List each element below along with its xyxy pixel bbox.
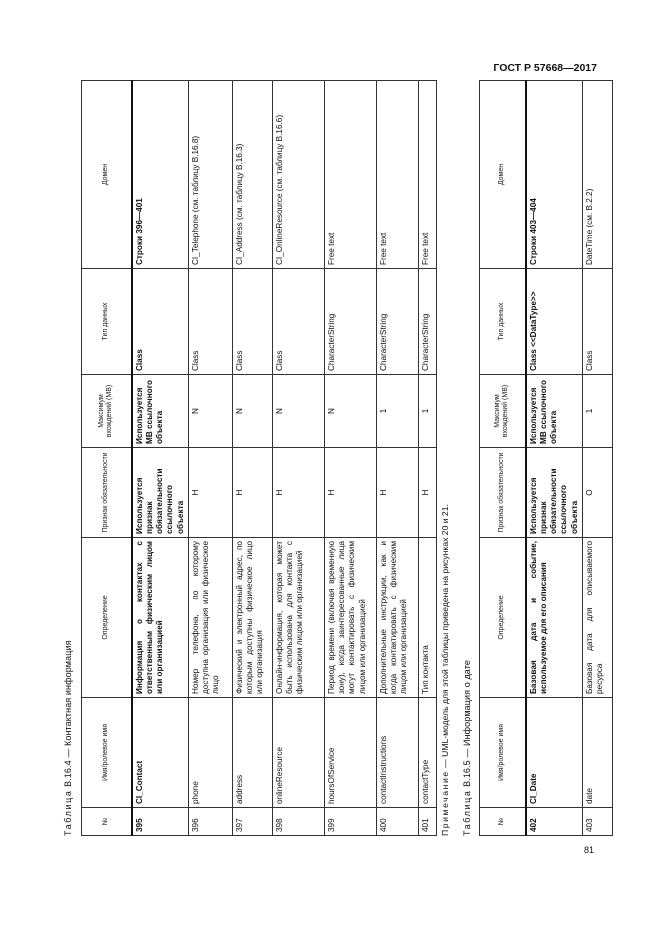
cell-max-occurrence: N [324,375,376,448]
cell-name: CI_Contact [132,698,189,808]
cell-domain: DateTime (см. В.2.2) [582,81,612,269]
table-row [188,81,232,836]
table-caption-1 [63,640,73,836]
cell-name: contactType [418,698,436,808]
cell-domain: Строки 396—401 [132,81,189,269]
cell-domain: Free text [324,81,376,269]
cell-domain: Free text [376,81,418,269]
col-data-type: Тип данных [82,269,132,375]
caption-prefix: Таблица [462,789,472,836]
rotated-content [59,81,604,836]
cell-name: address [232,698,272,808]
cell-data-type: Class [272,269,324,375]
table-header-row [480,81,526,836]
cell-obligation: Используется признак обязательности ссылочного объекта [132,448,189,538]
cell-obligation: О [582,448,612,538]
cell-data-type: Class [582,269,612,375]
cell-domain: Free text [418,81,436,269]
cell-max-occurrence: N [188,375,232,448]
cell-domain: Строки 403—404 [526,81,583,269]
cell-domain: CI_Telephone (см. таблицу В.16.8) [188,81,232,269]
table-row [376,81,418,836]
cell-domain: CI_Address (см. таблицу В.16.3) [232,81,272,269]
col-domain: Домен [82,81,132,269]
col-domain: Домен [480,81,526,269]
cell-definition: Базовая дата и событие, используемое для его описания [526,538,583,698]
col-definition: Определение [82,538,132,698]
table-row [132,81,189,836]
cell-data-type: Class <<DataType>> [526,269,583,375]
cell-obligation: Н [232,448,272,538]
date-info-table [479,80,613,836]
standard-number: ГОСТ Р 57668—2017 [493,62,597,74]
table-row [526,81,583,836]
cell-max-occurrence: N [272,375,324,448]
table-caption-2 [462,660,472,836]
cell-name: contactInstructions [376,698,418,808]
col-number: № [82,808,132,836]
cell-data-type: CharacterString [418,269,436,375]
table-note [440,504,450,836]
cell-obligation: Н [418,448,436,538]
cell-domain: CI_OnlineResource (см. таблицу В.16.6) [272,81,324,269]
cell-name: onlineResource [272,698,324,808]
cell-max-occurrence: 1 [376,375,418,448]
col-obligation: Признак обязательности [480,448,526,538]
col-number: № [480,808,526,836]
cell-obligation: Н [324,448,376,538]
cell-name: date [582,698,612,808]
cell-definition: Период времени (включая временную зону), когда заинтересованные лица могут контактировать с физическим лицом или организацией [324,538,376,698]
cell-number: 396 [188,808,232,836]
page-number: 81 [583,845,594,855]
cell-data-type: Class [132,269,189,375]
cell-obligation: Н [272,448,324,538]
cell-data-type: Class [232,269,272,375]
caption-text: В.16.4 — Контактная информация [63,640,73,787]
cell-max-occurrence: N [232,375,272,448]
col-max-occurrence: Максимум вхождений (МВ) [480,375,526,448]
table-row [232,81,272,836]
col-data-type: Тип данных [480,269,526,375]
col-definition: Определение [480,538,526,698]
cell-number: 399 [324,808,376,836]
cell-max-occurrence: 1 [418,375,436,448]
cell-number: 403 [582,808,612,836]
cell-name: phone [188,698,232,808]
cell-obligation: Используется признак обязательности ссылочного объекта [526,448,583,538]
col-max-occurrence: Максимум вхождений (МВ) [82,375,132,448]
cell-definition: Базовая дата для описываемого ресурса [582,538,612,698]
cell-name: CI_Date [526,698,583,808]
cell-max-occurrence: 1 [582,375,612,448]
col-name: Имя/ролевое имя [82,698,132,808]
cell-obligation: Н [376,448,418,538]
caption-prefix: Таблица [63,789,73,836]
cell-definition: Номер телефона, по которому доступна организация или физическое лицо [188,538,232,698]
caption-text: В.16.5 — Информация о дате [462,660,472,787]
cell-definition: Тип контакта [418,538,436,698]
col-obligation: Признак обязательности [82,448,132,538]
cell-number: 397 [232,808,272,836]
cell-definition: Физический и электронный адрес, по которым доступны физическое лицо или организация [232,538,272,698]
cell-data-type: Class [188,269,232,375]
note-label: Примечание [440,770,450,836]
table-row [324,81,376,836]
cell-definition: Информация о контактах с ответственным физическим лицом или организацией [132,538,189,698]
table-header-row [82,81,132,836]
cell-max-occurrence: Используется МВ ссылочного объекта [526,375,583,448]
cell-number: 395 [132,808,189,836]
cell-max-occurrence: Используется МВ ссылочного объекта [132,375,189,448]
table-row [418,81,436,836]
col-name: Имя/ролевое имя [480,698,526,808]
cell-data-type: CharacterString [376,269,418,375]
table-row [582,81,612,836]
cell-number: 398 [272,808,324,836]
table-row [272,81,324,836]
cell-number: 402 [526,808,583,836]
cell-number: 401 [418,808,436,836]
contact-info-table [81,80,437,836]
cell-definition: Онлайн-информация, которая может быть использована для контакта с физическим лицом или организацией [272,538,324,698]
cell-number: 400 [376,808,418,836]
cell-definition: Дополнительные инструкции, как и когда контактировать с физическим лицом или организацией [376,538,418,698]
cell-obligation: Н [188,448,232,538]
cell-name: hoursOfService [324,698,376,808]
note-text: — UML-модель для этой таблицы приведена на рисунках 20 и 21. [440,504,450,768]
cell-data-type: CharacterString [324,269,376,375]
